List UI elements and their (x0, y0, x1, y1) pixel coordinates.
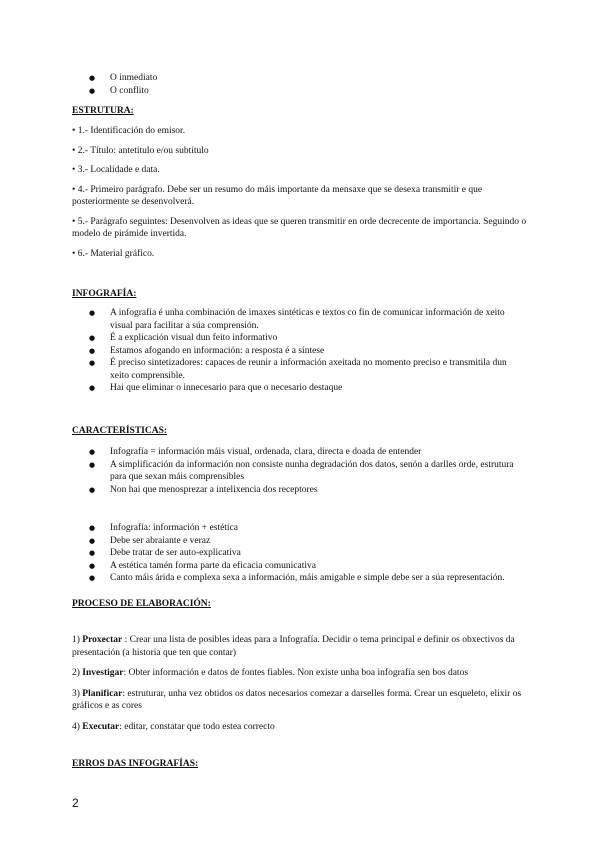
list-item: ● Debe ser abraiante e veraz (72, 535, 527, 548)
list-item: • 1.- Identificación do emisor. (72, 126, 186, 136)
step-text: : editar, constatar que todo estea correcto (119, 721, 275, 732)
caracteristicas-heading: CARACTERÍSTICAS: (72, 426, 168, 436)
step-term: Proxectar (82, 635, 123, 645)
list-item: • 3.- Localidade e data. (72, 165, 160, 175)
intro-list (72, 72, 527, 97)
list-item: ● Debe tratar de ser auto-explicativa (72, 547, 527, 560)
list-item: ● É preciso sintetizadores: capaces de reunir a información axeitada no momento preciso e transmitila dun xeito comprensible. (72, 357, 527, 382)
erros-heading: ERROS DAS INFOGRAFÍAS: (72, 759, 199, 769)
step-number: 1) (72, 635, 83, 645)
process-step (72, 721, 532, 734)
caracteristicas-list (72, 446, 527, 496)
list-item: ● Canto máis árida e complexa sexa a información, máis amigable e simple debe ser a súa representación. (72, 572, 527, 585)
list-item: ● Non hai que menosprezar a intelixencia dos receptores (72, 484, 527, 497)
list-item: ● A simplificación da información non consiste nunha degradación dos datos, senón a darlles orde, estrutura para que sexan máis comprensibles (72, 459, 527, 484)
step-term: Investigar (82, 668, 124, 678)
step-number: 4) (72, 721, 83, 732)
estrutura-heading: ESTRUTURA: (72, 106, 134, 116)
proceso-steps (72, 634, 532, 733)
infografia-heading: INFOGRAFÍA: (72, 289, 137, 299)
step-number: 2) (72, 668, 83, 678)
list-item: • 6.- Material gráfico. (72, 248, 155, 259)
proceso-heading: PROCESO DE ELABORACIÓN: (72, 599, 211, 609)
list-item: ● Estamos afogando en información: a resposta é a síntese (72, 345, 527, 358)
step-text: : Crear una lista de posibles ideas para a Infografía. Decidir o tema principal e definir os obxectivos da presentación (a historia que ten que contar) (72, 635, 515, 658)
list-item: ● Infografía = información máis visual, ordenada, clara, directa e doada de entender (72, 446, 527, 459)
list-item: ● É a explicación visual dun feito informativo (72, 332, 527, 345)
step-text: : estruturar, unha vez obtidos os datos necesarios comezar a darselles forma. Crear un esqueleto, elixir os gráficos e as cores (72, 688, 522, 711)
list-item: ● A infografía é unha combinación de imaxes sintéticas e textos co fin de comunicar información de xeito visual para facilitar a súa comprensión. (72, 307, 527, 332)
page-number: 2 (72, 796, 79, 810)
list-item: • 4.- Primeiro parágrafo. Debe ser un resumo do máis importante da mensaxe que se desexa transmitir e que posteriormente se desenvolverá. (72, 184, 483, 207)
caracteristicas-list-2 (72, 522, 527, 585)
step-text: : Obter información e datos de fontes fiables. Non existe unha boa infografía sen bos datos (123, 668, 469, 678)
list-item: ● Hai que eliminar o innecesario para que o necesario destaque (72, 382, 527, 395)
list-item: • 5.- Parágrafo seguintes: Desenvolven as ideas que se queren transmitir en orde decrecente de importancia. Seguindo o modelo de pirámide invertida. (72, 216, 527, 239)
list-item: ● A estética tamén forma parte da eficacia comunicativa (72, 560, 527, 573)
process-step (72, 688, 532, 713)
step-term: Executar (82, 721, 120, 732)
list-item: ● O conflito (72, 85, 527, 98)
infografia-list (72, 307, 527, 395)
process-step (72, 634, 532, 659)
step-number: 3) (72, 688, 83, 699)
list-item: • 2.- Título: antetítulo e/ou subtítulo (72, 145, 209, 156)
list-item: ● Infografía: información + estética (72, 522, 527, 535)
process-step (72, 667, 532, 680)
list-item: ● O inmediato (72, 72, 527, 85)
step-term: Planificar (82, 688, 123, 699)
estrutura-list (72, 125, 532, 260)
